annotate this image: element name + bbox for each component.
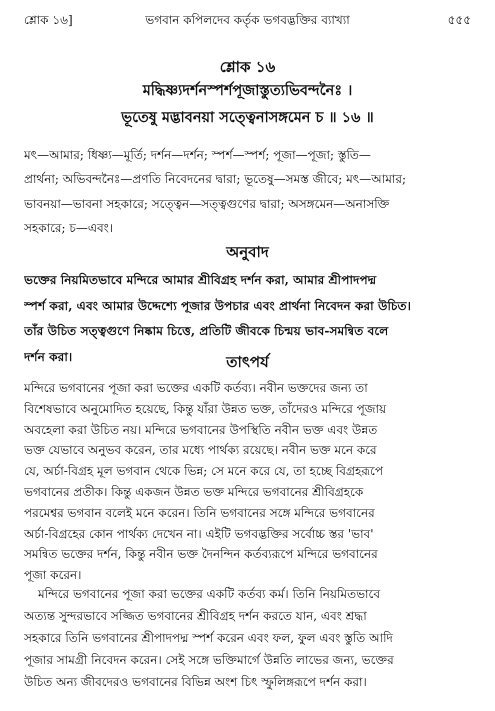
purport-paragraph-2 <box>24 583 471 693</box>
purport-line: সমন্বিত ভক্তের দর্শন, কিন্তু নবীন ভক্ত দৈনন্দিন কর্তব্যরূপে মন্দিরে ভগবানের <box>24 547 378 562</box>
translation-line: স্পর্শ করা, এবং আমার উদ্দেশ্যে পূজার উপচার এবং প্রার্থনা নিবেদন করা উচিত। <box>24 298 412 313</box>
header-chapter-title: ভগবান কপিলদেব কর্তৃক ভগবদ্ভক্তির ব্যাখ্যা <box>145 13 350 27</box>
synonyms-line: প্রার্থনা; অভিবন্দনৈঃ—প্রণতি নিবেদনের দ্বারা; ভূতেষু—সমস্ত জীবে; মৎ—আমার; <box>24 172 407 187</box>
purport-line: পূজা করেন। <box>24 568 82 583</box>
synonyms-line: মৎ—আমার; ধিষ্ণ্য—মূর্তি; দর্শন—দর্শন; স্পর্শ—স্পর্শ; পূজা—পূজা; স্তুতি— <box>24 148 371 162</box>
purport-line: অবহেলা করা উচিত নয়। মন্দিরে ভগবানের উপস্থিতি নবীন ভক্ত এবং উন্নত <box>24 422 378 437</box>
purport-line: ভক্ত যেভাবে অনুভব করেন, তার মধ্যে পার্থক্য রয়েছে। নবীন ভক্ত মনে করে <box>24 443 377 458</box>
purport-line: অর্চা-বিগ্রহের কোন পার্থক্য দেখেন না। এইটি ভগবদ্ভক্তির সর্বোচ্চ স্তর 'ভাব' <box>24 526 374 541</box>
verse-line-2: ভূতেষু মদ্ভাবনয়া সত্ত্বেনাসঙ্গমেন চ ॥ ১৬ ॥ <box>121 109 374 126</box>
verse-line-1: মদ্ধিষ্ণ্যদর্শনস্পর্শপূজাস্তুত্যভিবন্দনৈঃ । <box>142 82 353 99</box>
running-header <box>24 9 471 31</box>
purport-line: সহকারে তিনি ভগবানের শ্রীপাদপদ্ম স্পর্শ করেন এবং ফল, ফুল এবং স্তুতি আদি <box>24 631 393 645</box>
purport-line: অত্যন্ত সুন্দরভাবে সজ্জিত ভগবানের শ্রীবিগ্রহ দর্শন করতে যান, এবং শ্রদ্ধা <box>24 609 367 623</box>
purport-line: পূজার সামগ্রী নিবেদন করেন। সেই সঙ্গে ভক্তিমার্গে উন্নতি লাভের জন্য, ভক্তের <box>24 653 394 667</box>
purport-paragraph-1 <box>24 378 471 586</box>
header-verse-ref: শ্লোক ১৬] <box>24 13 73 27</box>
purport-line: পরমেশ্বর ভগবান বলেই মনে করেন। তিনি ভগবানের সঙ্গে মন্দিরে ভগবানের <box>24 505 375 520</box>
synonyms-block <box>24 143 471 241</box>
purport-line: মন্দিরে ভগবানের পূজা করা ভক্তের একটি কর্তব্য। নবীন ভক্তদের জন্য তা <box>24 381 368 395</box>
purport-line: বিশেষভাবে অনুমোদিত হয়েছে, কিন্তু যাঁরা উন্নত ভক্ত, তাঁদেরও মন্দিরে পূজায় <box>24 401 387 416</box>
translation-heading: অনুবাদ <box>226 243 269 261</box>
synonyms-line: ভাবনয়া—ভাবনা সহকারে; সত্ত্বেন—সত্ত্বগুণের দ্বারা; অসঙ্গমেন—অনাসক্তি <box>24 196 390 211</box>
purport-heading: তাৎপর্য <box>226 353 269 371</box>
purport-line: মন্দিরে ভগবানের পূজা করা ভক্তের একটি কর্তব্য কর্ম। তিনি নিয়মিতভাবে <box>38 587 381 601</box>
translation-line: তাঁর উচিত সত্ত্বগুণে নিষ্কাম চিত্তে, প্রতিটি জীবকে চিন্ময় ভাব-সমন্বিত বলে <box>24 324 389 338</box>
header-page-number: ৫৫৫ <box>447 13 471 27</box>
synonyms-line: সহকারে; চ—এবং। <box>24 221 114 236</box>
purport-line: ভগবানের প্রতীক। কিন্তু একজন উন্নত ভক্ত মন্দিরে ভগবানের শ্রীবিগ্রহকে <box>24 484 364 499</box>
verse-heading: শ্লোক ১৬ <box>219 58 276 76</box>
translation-line: ভক্তের নিয়মিতভাবে মন্দিরে আমার শ্রীবিগ্রহ দর্শন করা, আমার শ্রীপাদপদ্ম <box>24 273 377 287</box>
purport-line: যে, অর্চা-বিগ্রহ মূল ভগবান থেকে ভিন্ন; সে মনে করে যে, তা হচ্ছে বিগ্রহরূপে <box>24 464 383 479</box>
purport-line: উচিত অন্য জীবদেরও ভগবানের বিভিন্ন অংশ চিৎ স্ফুলিঙ্গরূপে দর্শন করা। <box>24 675 367 689</box>
translation-line: দর্শন করা। <box>24 349 73 364</box>
